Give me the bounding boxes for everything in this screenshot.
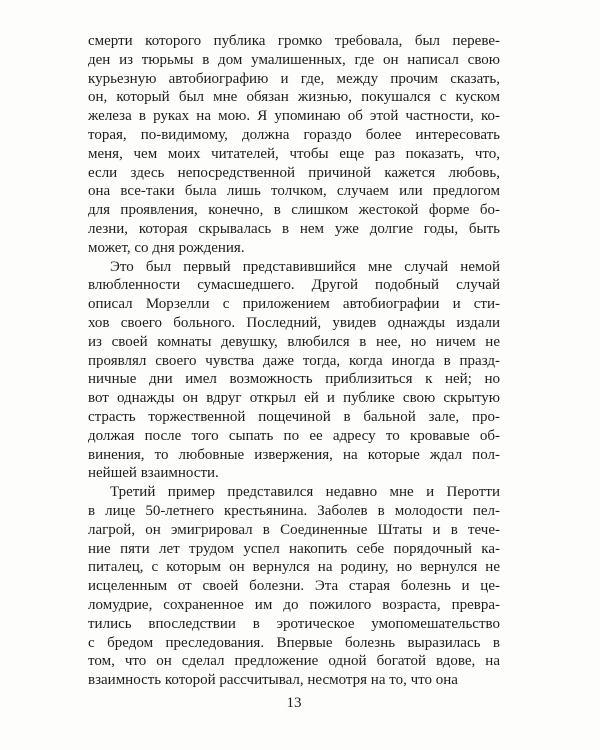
text-line: проявлял своего чувства даже тогда, когда иногда в празд- — [88, 352, 500, 369]
text-line: влюбленности сумасшедшего. Другой подобный случай — [88, 277, 500, 294]
text-line: ломудрие, сохраненное им до пожилого возраста, превра- — [88, 596, 500, 613]
text-line: может, со дня рождения. — [88, 239, 245, 256]
text-line: исцеленным от своей болезни. Эта старая болезнь и це- — [88, 578, 500, 595]
text-line: торая, по-видимому, должна гораздо более интересовать — [88, 126, 500, 143]
text-line: она все-таки была лишь толчком, случаем или предлогом — [88, 183, 500, 200]
text-line: в лице 50-летнего крестьянина. Заболев в молодости пел- — [88, 502, 500, 519]
text-line: Это был первый представившийся мне случай немой — [110, 258, 500, 275]
text-line: ден из тюрьмы в дом умалишенных, где он написал свою — [88, 51, 500, 68]
text-line: для проявления, конечно, в слишком жестокой форме бо- — [88, 202, 500, 219]
text-line: том, что он сделал предложение одной богатой вдове, на — [88, 653, 500, 670]
text-line: Третий пример представился недавно мне и Перотти — [110, 484, 500, 501]
text-line: винения, то любовные извержения, на которые ждал пол- — [88, 446, 500, 463]
text-line: меня, чем моих читателей, чтобы еще раз показать, что, — [88, 145, 500, 162]
text-line: лезни, которая скрывалась в нем уже долгие годы, быть — [88, 220, 500, 237]
text-line: железа в руках на мою. Я упоминаю об этой частности, ко- — [88, 108, 500, 125]
text-line: взаимность которой рассчитывал, несмотря на то, что она — [88, 672, 458, 689]
text-line: хов своего больного. Последний, увидев однажды издали — [88, 314, 500, 331]
text-line: питалец, с которым он вернулся на родину, но вернулся не — [88, 559, 500, 576]
page-number: 13 — [286, 695, 302, 711]
text-line: из своей комнаты девушку, влюбился в нее, но ничем не — [88, 333, 500, 350]
text-line: лагрой, он эмигрировал в Соединенные Штаты и в тече- — [88, 521, 500, 538]
text-line: ние пяти лет трудом успел накопить себе порядочный ка- — [88, 540, 500, 557]
text-line: смерти которого публика громко требовала, был переве- — [88, 33, 500, 49]
text-line: если здесь непосредственной причиной кажется любовь, — [88, 164, 500, 181]
text-line: курьезную автобиографию и где, между прочим сказать, — [88, 70, 500, 87]
text-line: он, который был мне обязан жизнью, покушался с куском — [88, 89, 500, 106]
text-line: с бредом преследования. Впервые болезнь выразилась в — [88, 634, 500, 651]
text-line: страсть торжественной пощечиной в бальной зале, про- — [88, 408, 500, 425]
text-line: нейшей взаимности. — [88, 465, 219, 482]
page-text — [88, 32, 500, 690]
text-line: описал Морзелли с приложением автобиографии и сти- — [88, 296, 500, 313]
text-line: должая после того сыпать по ее адресу то кровавые об- — [88, 427, 500, 444]
text-line: вот однажды он вдруг открыл ей и публике свою скрытую — [88, 390, 500, 407]
text-line: ничные дни имел возможность приблизиться к ней; но — [88, 371, 500, 388]
text-line: тились впоследствии в эротическое умопомешательство — [88, 615, 500, 632]
